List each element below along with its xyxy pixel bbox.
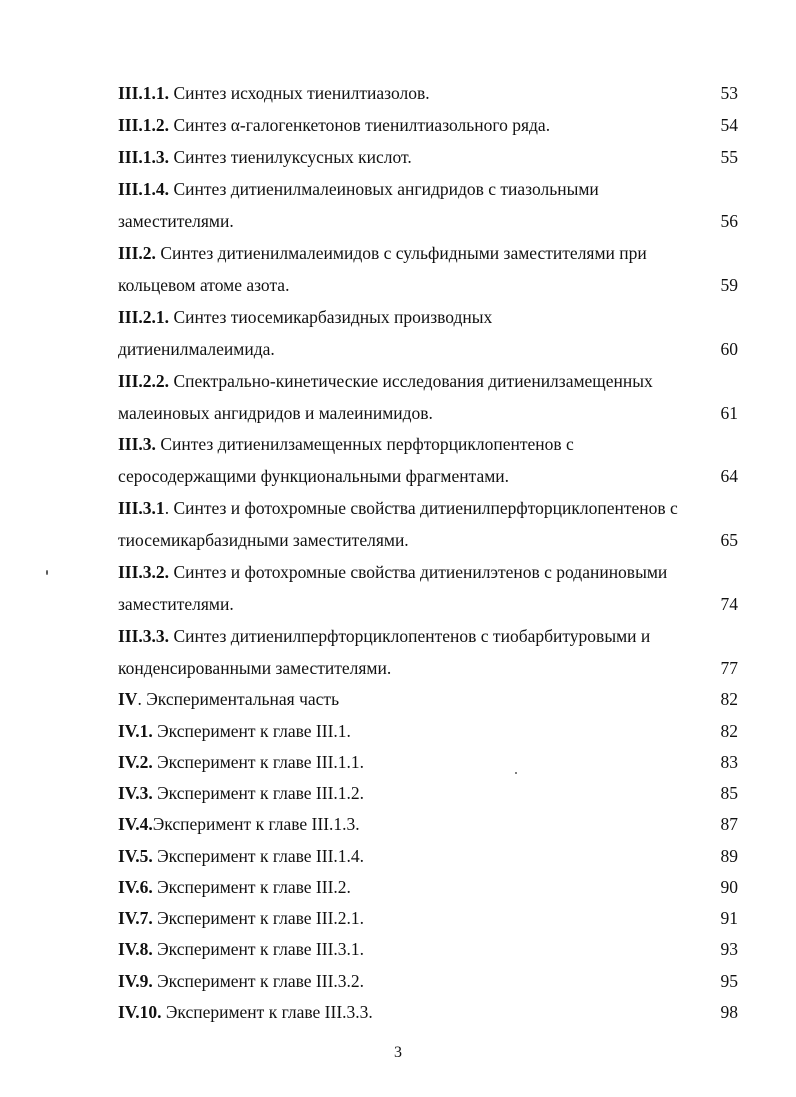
toc-number: III.1.1.	[118, 83, 170, 103]
toc-number: IV.8.	[118, 939, 153, 959]
toc-page: 82	[720, 689, 738, 709]
toc-number: IV.1.	[118, 721, 153, 741]
toc-number: IV.6.	[118, 877, 153, 897]
toc-number: IV.3.	[118, 783, 153, 803]
toc-line	[118, 493, 738, 523]
toc-number: III.2.	[118, 243, 156, 263]
toc-text: Синтез дитиенилмалеиновых ангидридов с тиазольными	[169, 179, 599, 199]
toc-text: Эксперимент к главе III.2.1.	[152, 908, 365, 928]
toc-page: 53	[720, 83, 738, 103]
toc-page: 55	[720, 147, 738, 167]
toc-number: III.1.2.	[118, 115, 170, 135]
toc-text: Синтез тиосемикарбазидных производных	[169, 307, 493, 327]
toc-page: 64	[720, 466, 738, 486]
toc-line	[118, 716, 738, 746]
toc-line	[118, 174, 738, 204]
toc-page: 93	[720, 939, 738, 959]
toc-line	[118, 747, 738, 777]
toc-number: III.3.1	[118, 498, 165, 518]
toc-number: IV.2.	[118, 752, 153, 772]
toc-line	[118, 778, 738, 808]
toc-line	[118, 653, 738, 683]
toc-line	[118, 621, 738, 651]
toc-line	[118, 142, 738, 172]
toc-text: Эксперимент к главе III.1.1.	[152, 752, 365, 772]
toc-text: заместителями.	[118, 211, 234, 231]
toc-page: 65	[720, 530, 738, 550]
toc-line	[118, 997, 738, 1027]
toc-line	[118, 557, 738, 587]
toc-number: III.3.	[118, 434, 156, 454]
toc-number: IV.9.	[118, 971, 153, 991]
toc-page: 95	[720, 971, 738, 991]
toc-line	[118, 429, 738, 459]
toc-line	[118, 270, 738, 300]
toc-page: 98	[720, 1002, 738, 1022]
toc-number: IV.4.	[118, 814, 153, 834]
toc-line	[118, 589, 738, 619]
toc-line	[118, 684, 738, 714]
toc-text: Синтез дитиенилперфторциклопентенов с тиобарбитуровыми и	[169, 626, 651, 646]
toc-line	[118, 461, 738, 491]
toc-text: . Экспериментальная часть	[137, 689, 340, 709]
toc-text: Эксперимент к главе III.2.	[152, 877, 351, 897]
toc-text: малеиновых ангидридов и малеинимидов.	[118, 403, 433, 423]
toc-text: серосодержащими функциональными фрагментами.	[118, 466, 510, 486]
toc-page: 87	[720, 814, 738, 834]
toc-text: Синтез исходных тиенилтиазолов.	[169, 83, 430, 103]
toc-line	[118, 238, 738, 268]
toc-number: III.1.3.	[118, 147, 170, 167]
toc-text: Синтез тиенилуксусных кислот.	[169, 147, 412, 167]
toc-page: 83	[720, 752, 738, 772]
toc-page: 74	[720, 594, 738, 614]
toc-number: III.3.2.	[118, 562, 170, 582]
toc-text: Эксперимент к главе III.1.	[152, 721, 351, 741]
toc-number: III.2.1.	[118, 307, 170, 327]
toc-number: IV.10.	[118, 1002, 162, 1022]
toc-line	[118, 302, 738, 332]
scan-speck	[46, 570, 48, 575]
toc-text: Эксперимент к главе III.3.2.	[152, 971, 365, 991]
toc-page: 91	[720, 908, 738, 928]
toc-line	[118, 366, 738, 396]
toc-text: Синтез α-галогенкетонов тиенилтиазольного ряда.	[169, 115, 551, 135]
toc-line	[118, 334, 738, 364]
toc-number: III.2.2.	[118, 371, 170, 391]
toc-page: 54	[720, 115, 738, 135]
toc-number: IV	[118, 689, 138, 709]
toc-line	[118, 110, 738, 140]
toc-text: Спектрально-кинетические исследования дитиенилзамещенных	[169, 371, 653, 391]
toc-text: заместителями.	[118, 594, 234, 614]
toc-text: Эксперимент к главе III.3.3.	[161, 1002, 373, 1022]
toc-page: 82	[720, 721, 738, 741]
toc-text: Синтез дитиенилзамещенных перфторциклопентенов с	[155, 434, 574, 454]
toc-page: 89	[720, 846, 738, 866]
toc-number: IV.5.	[118, 846, 153, 866]
toc-line	[118, 525, 738, 555]
toc-text: тиосемикарбазидными заместителями.	[118, 530, 409, 550]
scan-speck	[515, 772, 517, 774]
toc-line	[118, 841, 738, 871]
toc-text: кольцевом атоме азота.	[118, 275, 290, 295]
toc-line	[118, 903, 738, 933]
toc-page: 59	[720, 275, 738, 295]
toc-text: . Синтез и фотохромные свойства дитиенилперфторциклопентенов с	[164, 498, 678, 518]
page-number: 3	[394, 1044, 402, 1061]
toc-line	[118, 966, 738, 996]
toc-text: Эксперимент к главе III.1.4.	[152, 846, 365, 866]
toc-page: 90	[720, 877, 738, 897]
toc-number: IV.7.	[118, 908, 153, 928]
toc-line	[118, 78, 738, 108]
toc-page: 77	[720, 658, 738, 678]
toc-page: 85	[720, 783, 738, 803]
toc-text: Эксперимент к главе III.1.2.	[152, 783, 365, 803]
toc-page: 56	[720, 211, 738, 231]
toc-text: Синтез дитиенилмалеимидов с сульфидными заместителями при	[155, 243, 647, 263]
toc-text: Эксперимент к главе III.1.3.	[152, 814, 360, 834]
toc-text: конденсированными заместителями.	[118, 658, 392, 678]
toc-line	[118, 872, 738, 902]
toc-line	[118, 398, 738, 428]
toc-page: 60	[720, 339, 738, 359]
toc-line	[118, 809, 738, 839]
toc-text: Синтез и фотохромные свойства дитиенилэтенов с роданиновыми	[169, 562, 668, 582]
toc-page: 61	[720, 403, 738, 423]
toc-number: III.1.4.	[118, 179, 170, 199]
toc-number: III.3.3.	[118, 626, 170, 646]
toc-text: дитиенилмалеимида.	[118, 339, 275, 359]
toc-line	[118, 206, 738, 236]
toc-text: Эксперимент к главе III.3.1.	[152, 939, 365, 959]
toc-line	[118, 934, 738, 964]
